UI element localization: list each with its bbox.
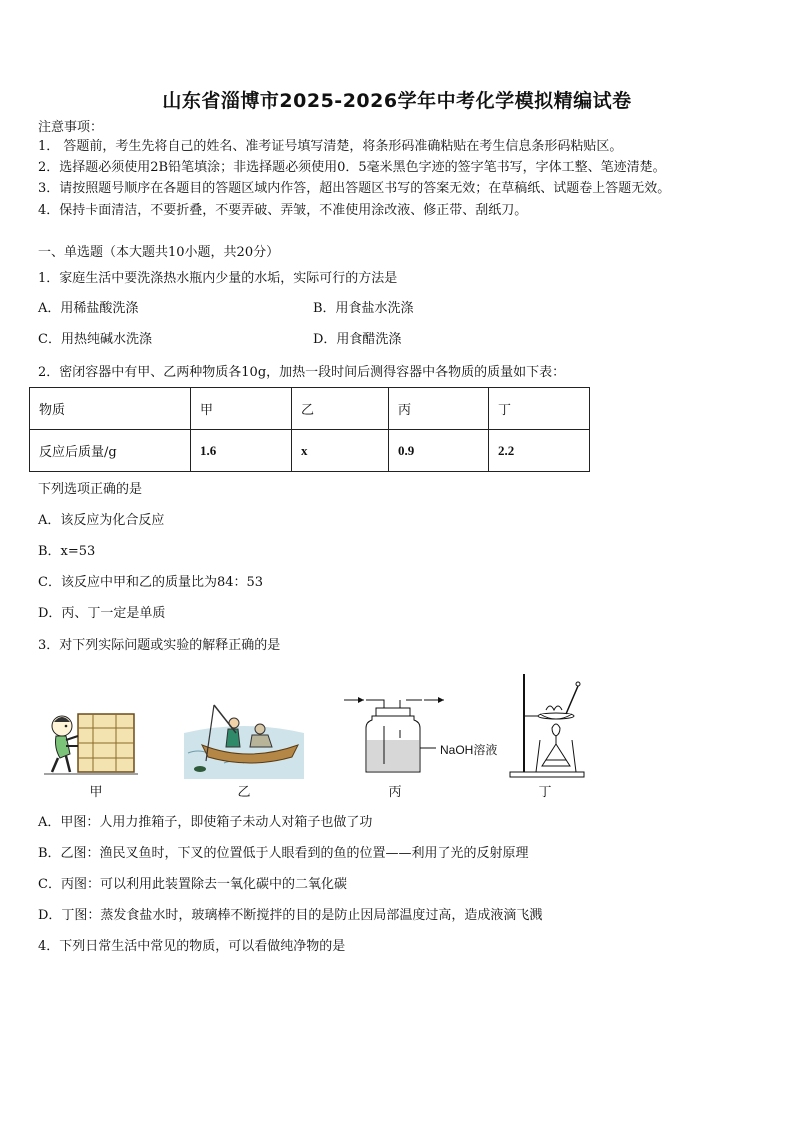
notice-heading: 注意事项： bbox=[38, 120, 104, 135]
question-2-option-c: C．该反应中甲和乙的质量比为84：53 bbox=[38, 575, 264, 590]
question-3-option-a: A．甲图：人用力推箱子，即使箱子未动人对箱子也做了功 bbox=[38, 815, 373, 830]
question-2-option-b: B．x=53 bbox=[38, 544, 96, 559]
exam-title: 山东省淄博市2025-2026学年中考化学模拟精编试卷 bbox=[162, 90, 632, 112]
question-1-option-a: A．用稀盐酸洗涤 bbox=[38, 301, 139, 316]
table-cell: 丁 bbox=[489, 388, 590, 430]
naoh-solution-label: NaOH溶液 bbox=[440, 743, 498, 757]
notice-item: 2．选择题必须使用2B铅笔填涂；非选择题必须使用0．5毫米黑色字迹的签字笔书写，字体工整、笔迹清楚。 bbox=[38, 160, 666, 175]
figure-evaporation-apparatus bbox=[506, 670, 586, 780]
question-3-option-d: D．丁图：蒸发食盐水时，玻璃棒不断搅拌的目的是防止因局部温度过高，造成液滴飞溅 bbox=[38, 908, 543, 923]
notice-item: 1． 答题前，考生先将自己的姓名、准考证号填写清楚，将条形码准确粘贴在考生信息条形码粘贴区。 bbox=[38, 139, 623, 154]
question-2-prompt: 下列选项正确的是 bbox=[38, 482, 143, 497]
figure-fisherman-spearing bbox=[184, 693, 304, 779]
question-3-stem: 3．对下列实际问题或实验的解释正确的是 bbox=[38, 638, 281, 653]
section-heading: 一、单选题（本大题共10小题，共20分） bbox=[38, 245, 280, 260]
table-cell: 物质 bbox=[30, 388, 191, 430]
table-cell: 丙 bbox=[389, 388, 489, 430]
table-cell: 甲 bbox=[191, 388, 292, 430]
figure-gas-washing-bottle bbox=[340, 690, 520, 780]
table-cell: 反应后质量/g bbox=[30, 430, 191, 472]
figure-label-jia: 甲 bbox=[89, 785, 103, 800]
question-3-option-b: B．乙图：渔民叉鱼时，下叉的位置低于人眼看到的鱼的位置——利用了光的反射原理 bbox=[38, 846, 529, 861]
notice-item: 3．请按照题号顺序在各题目的答题区域内作答，超出答题区书写的答案无效；在草稿纸、试题卷上答题无效。 bbox=[38, 181, 671, 196]
question-2-table bbox=[29, 387, 590, 472]
table-cell: x bbox=[292, 430, 389, 472]
figure-label-bing: 丙 bbox=[388, 785, 402, 800]
table-cell: 2.2 bbox=[489, 430, 590, 472]
figure-person-pushing-crate bbox=[38, 700, 138, 780]
question-1-option-d: D．用食醋洗涤 bbox=[313, 332, 402, 347]
table-header-row bbox=[30, 388, 590, 430]
table-row bbox=[30, 430, 590, 472]
question-2-option-d: D．丙、丁一定是单质 bbox=[38, 606, 166, 621]
question-2-stem: 2．密闭容器中有甲、乙两种物质各10g，加热一段时间后测得容器中各物质的质量如下表： bbox=[38, 365, 566, 380]
question-3-option-c: C．丙图：可以利用此装置除去一氧化碳中的二氧化碳 bbox=[38, 877, 347, 892]
figure-label-yi: 乙 bbox=[237, 785, 251, 800]
table-cell: 0.9 bbox=[389, 430, 489, 472]
question-1-stem: 1．家庭生活中要洗涤热水瓶内少量的水垢，实际可行的方法是 bbox=[38, 271, 398, 286]
question-1-option-c: C．用热纯碱水洗涤 bbox=[38, 332, 152, 347]
question-4-stem: 4．下列日常生活中常见的物质，可以看做纯净物的是 bbox=[38, 939, 346, 954]
question-1-option-b: B．用食盐水洗涤 bbox=[313, 301, 414, 316]
question-2-option-a: A．该反应为化合反应 bbox=[38, 513, 165, 528]
notice-item: 4．保持卡面清洁，不要折叠，不要弄破、弄皱，不准使用涂改液、修正带、刮纸刀。 bbox=[38, 203, 528, 218]
table-cell: 乙 bbox=[292, 388, 389, 430]
figure-label-ding: 丁 bbox=[538, 785, 552, 800]
table-cell: 1.6 bbox=[191, 430, 292, 472]
